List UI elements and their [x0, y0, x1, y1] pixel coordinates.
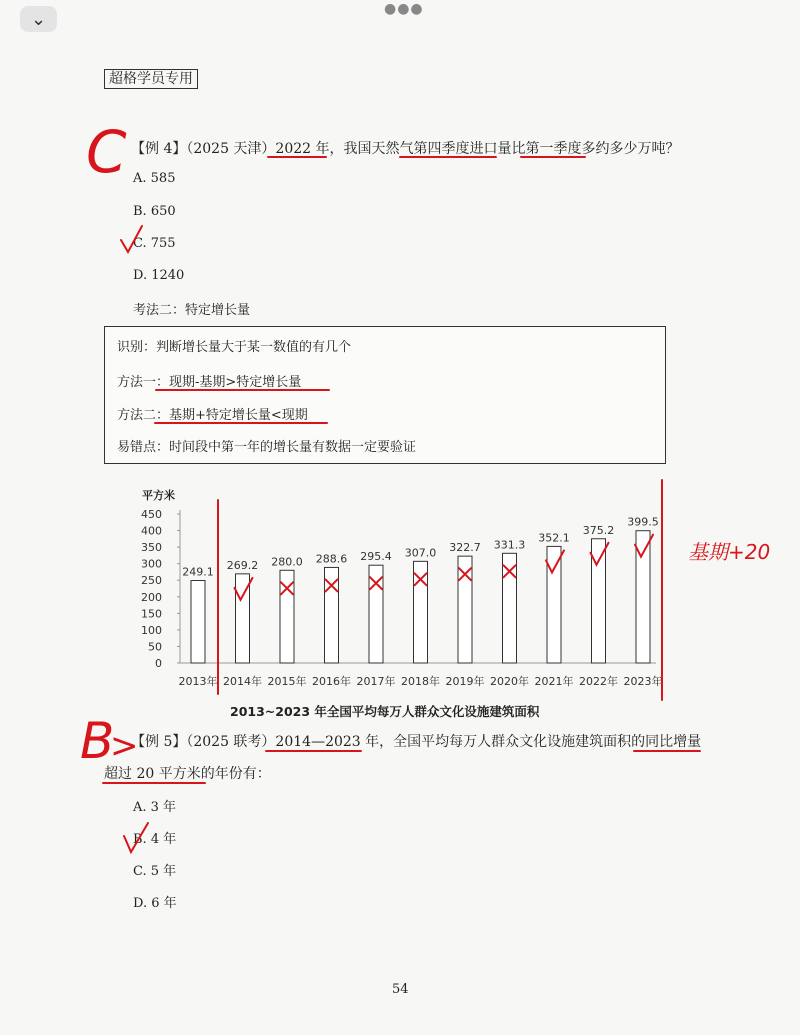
q4-option-b: B. 650	[133, 204, 176, 219]
x-tick-label: 2017年	[356, 675, 396, 688]
q4-option-c: C. 755	[133, 236, 176, 251]
data-label: 288.6	[315, 552, 348, 566]
data-label: 375.2	[582, 523, 615, 537]
q5-option-c: C. 5 年	[133, 864, 177, 879]
tips-line-pitfall: 易错点：时间段中第一年的增长量有数据一定要验证	[117, 440, 417, 455]
x-tick-label: 2022年	[579, 675, 618, 688]
x-tick-label: 2020年	[490, 675, 529, 688]
y-tick-label: 200	[141, 590, 162, 604]
x-tick-label: 2023年	[623, 675, 663, 688]
q5-option-a: A. 3 年	[133, 800, 177, 815]
tips-line-method-2: 方法二：基期+特定增长量<现期	[117, 408, 308, 423]
y-axis-label: 平方米	[142, 489, 175, 502]
q5-check-mark	[124, 823, 148, 852]
y-tick-label: 350	[141, 541, 162, 555]
member-badge: 超格学员专用	[104, 69, 198, 89]
data-label: 249.1	[182, 565, 214, 579]
q5-handwritten-arrow: >	[110, 726, 139, 766]
y-tick-label: 150	[141, 607, 162, 621]
page-number: 54	[392, 982, 409, 997]
q5-stem-line1: 【例 5】（2025 联考）2014—2023 年，全国平均每万人群众文化设施建筑面积的同比增量	[131, 734, 702, 750]
x-tick-label: 2016年	[312, 675, 351, 688]
y-tick-label: 450	[141, 508, 162, 521]
data-label: 322.7	[449, 541, 481, 555]
y-tick-label: 100	[141, 623, 162, 637]
data-label: 280.0	[271, 555, 303, 569]
q4-option-d: D. 1240	[133, 268, 185, 283]
q5-option-d: D. 6 年	[133, 896, 177, 911]
q5-handwritten-answer: B	[80, 712, 115, 770]
y-tick-label: 400	[141, 524, 162, 538]
x-tick-label: 2018年	[401, 675, 440, 688]
q5-option-b: B. 4 年	[133, 832, 177, 847]
q5-stem-line2: 超过 20 平方米的年份有：	[104, 766, 271, 782]
x-tick-label: 2013年	[178, 675, 218, 688]
chevron-down-icon: ⌄	[30, 8, 47, 30]
q4-option-a: A. 585	[133, 171, 176, 186]
more-dots-icon[interactable]: ●●●	[384, 1, 424, 17]
data-label: 307.0	[404, 546, 437, 560]
x-tick-label: 2014年	[223, 675, 262, 688]
tips-line-method-1: 方法一：现期-基期>特定增长量	[117, 375, 302, 390]
method-title: 考法二：特定增长量	[133, 303, 251, 318]
q4-handwritten-answer: C	[86, 118, 127, 186]
data-label: 295.4	[360, 550, 392, 564]
q4-check-mark	[121, 226, 142, 252]
q4-stem: 【例 4】（2025 天津）2022 年，我国天然气第四季度进口量比第一季度多约多少万吨？	[131, 141, 680, 157]
data-label: 269.2	[226, 558, 259, 572]
y-tick-label: 50	[148, 640, 162, 654]
y-tick-label: 250	[141, 574, 162, 588]
chart-title: 2013~2023 年全国平均每万人群众文化设施建筑面积	[230, 704, 540, 719]
y-tick-label: 0	[155, 657, 162, 670]
data-label: 352.1	[538, 531, 570, 545]
data-label: 331.3	[493, 538, 526, 552]
tips-line-identify: 识别：判断增长量大于某一数值的有几个	[117, 340, 352, 355]
x-tick-label: 2021年	[534, 675, 574, 688]
data-label: 399.5	[627, 515, 659, 529]
x-tick-label: 2019年	[445, 675, 485, 688]
y-tick-label: 300	[141, 557, 162, 571]
handwritten-note: 基期+20	[688, 540, 771, 564]
x-tick-label: 2015年	[267, 675, 307, 688]
